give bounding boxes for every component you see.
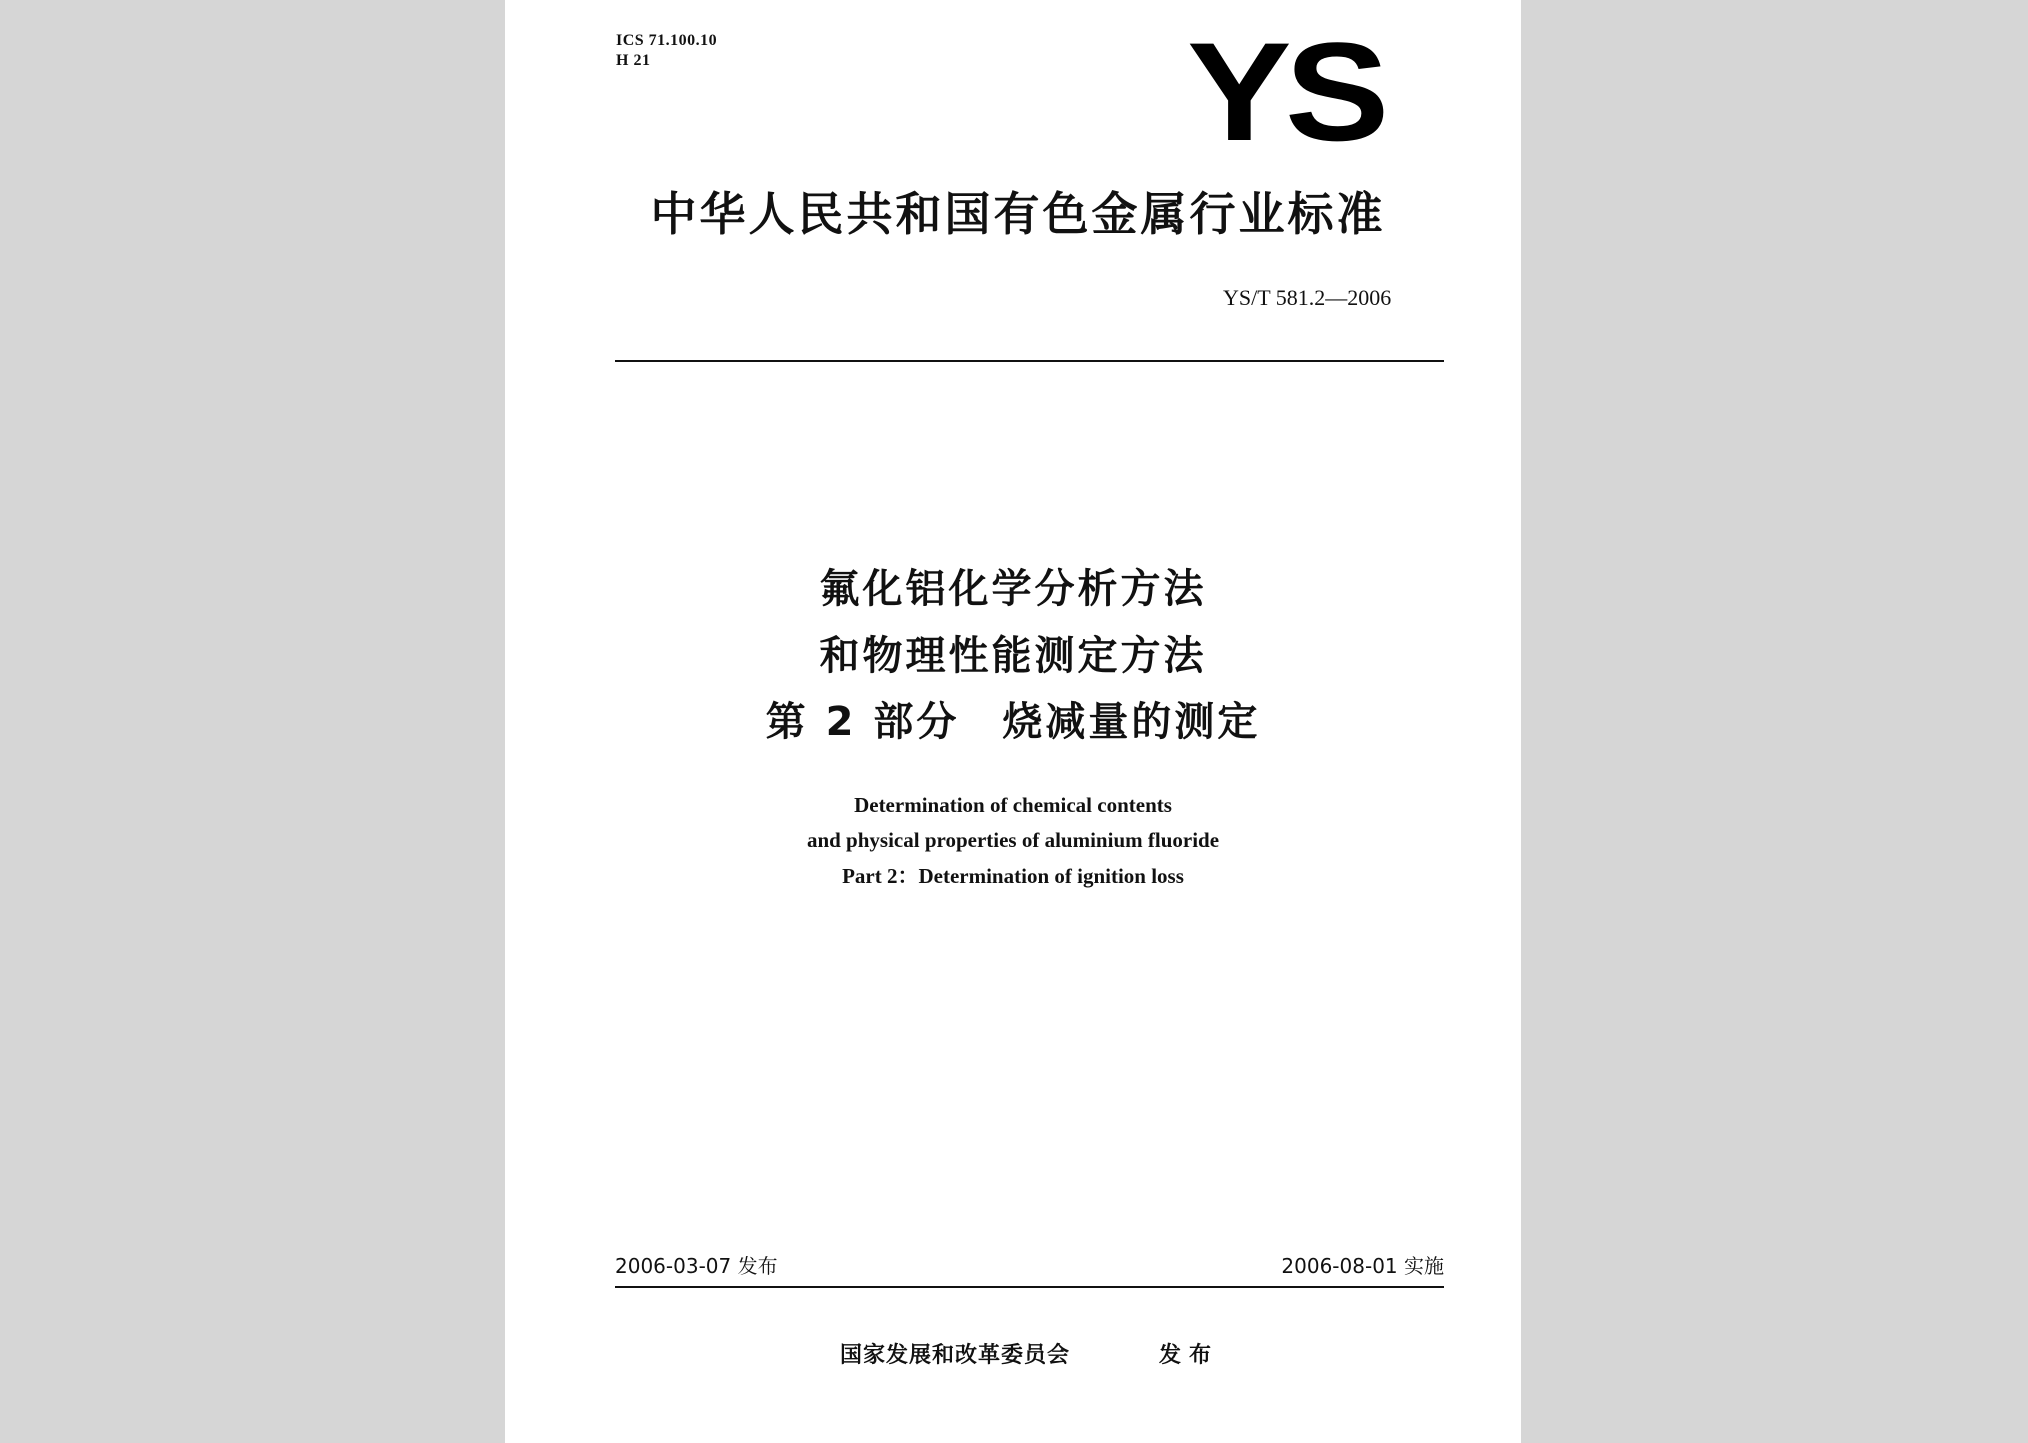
ys-logo: YS [1187, 13, 1383, 170]
cn-title-line-2: 和物理性能测定方法 [819, 633, 1207, 679]
en-title-line-2: and physical properties of aluminium fluoride [806, 828, 1220, 852]
cn-title-line-1: 氟化铝化学分析方法 [819, 566, 1207, 612]
classification-codes [616, 31, 717, 71]
issue-date: 2006-03-07 发布 [615, 1254, 778, 1278]
cn-title-line-3: 第 2 部分 烧减量的测定 [765, 699, 1261, 745]
ics-code: ICS 71.100.10 [616, 32, 718, 49]
bottom-divider [615, 1286, 1444, 1288]
implementation-date: 2006-08-01 实施 [1281, 1254, 1444, 1278]
issuing-action: 发布 [1159, 1343, 1220, 1368]
en-title-line-1: Determination of chemical contents [854, 793, 1172, 817]
top-divider [615, 360, 1444, 362]
standard-number: YS/T 581.2—2006 [1223, 285, 1392, 310]
en-title-line-3: Part 2：Determination of ignition loss [842, 864, 1184, 888]
industry-standard-title: 中华人民共和国有色金属行业标准 [650, 187, 1386, 241]
issuing-authority: 国家发展和改革委员会 [840, 1343, 1071, 1368]
document-page [505, 0, 1521, 1443]
ccs-code: H 21 [616, 52, 651, 69]
